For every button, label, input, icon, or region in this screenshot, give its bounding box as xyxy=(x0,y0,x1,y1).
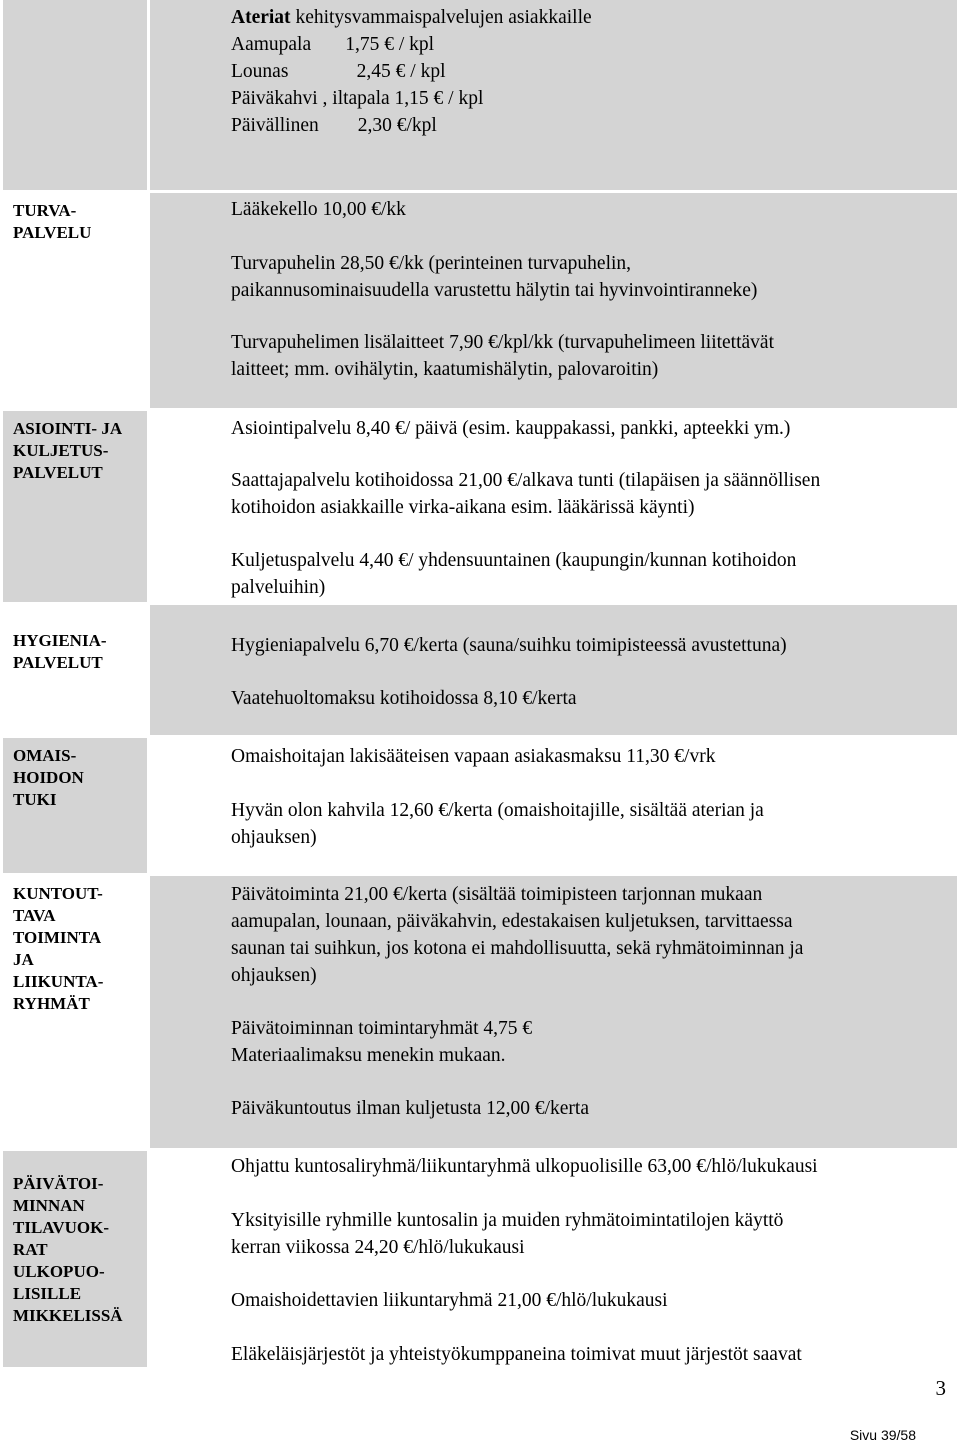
tilavuokrat-item: Eläkeläisjärjestöt ja yhteistyökumppaneina toimivat muut järjestöt saavat xyxy=(231,1344,802,1365)
hygienia-label-cell xyxy=(3,605,147,735)
kuntouttava-item: Päivätoiminnan toimintaryhmät 4,75 € Materiaalimaksu menekin mukaan. xyxy=(231,1018,533,1066)
hygienia-item: Hygieniapalvelu 6,70 €/kerta (sauna/suihku toimipisteessä avustettuna) xyxy=(231,635,787,656)
asiointi-item: Saattajapalvelu kotihoidossa 21,00 €/alkava tunti (tilapäisen ja säännöllisen kotihoidon asiakkaille virka-aikana esim. lääkärissä käynti) xyxy=(231,470,821,518)
asiointi-item: Kuljetuspalvelu 4,40 €/ yhdensuuntainen (kaupungin/kunnan kotihoidon palveluihin) xyxy=(231,550,797,598)
ateriat-title-rest: kehitysvammaispalvelujen asiakkaille xyxy=(290,7,592,28)
page-footer: Sivu 39/58 xyxy=(849,1427,916,1443)
hygienia-content-cell xyxy=(150,605,957,735)
asiointi-label: ASIOINTI- JA KULJETUS- PALVELUT xyxy=(13,419,123,482)
tilavuokrat-item: Omaishoidettavien liikuntaryhmä 21,00 €/hlö/lukukausi xyxy=(231,1290,668,1311)
kuntouttava-item: Päiväkuntoutus ilman kuljetusta 12,00 €/kerta xyxy=(231,1098,589,1119)
turvapalvelu-label: TURVA- PALVELU xyxy=(13,201,92,242)
ateriat-label-cell xyxy=(3,0,147,190)
turvapalvelu-item: Turvapuhelimen lisälaitteet 7,90 €/kpl/kk (turvapuhelimeen liitettävät laitteet; mm. ovihälytin, kaatumishälytin, palovaroitin) xyxy=(231,332,774,380)
tilavuokrat-label: PÄIVÄTOI- MINNAN TILAVUOK- RAT ULKOPUO- LISILLE MIKKELISSÄ xyxy=(13,1174,123,1325)
omaishoito-label-cell xyxy=(3,738,147,873)
turvapalvelu-label-cell xyxy=(3,193,147,408)
ateriat-line: Lounas 2,45 € / kpl xyxy=(231,61,446,82)
omaishoito-label: OMAIS- HOIDON TUKI xyxy=(13,746,84,809)
hygienia-row xyxy=(0,605,960,735)
omaishoito-item: Hyvän olon kahvila 12,60 €/kerta (omaishoitajille, sisältää aterian ja ohjauksen) xyxy=(231,800,764,848)
tilavuokrat-item: Ohjattu kuntosaliryhmä/liikuntaryhmä ulkopuolisille 63,00 €/hlö/lukukausi xyxy=(231,1156,818,1177)
hygienia-label: HYGIENIA- PALVELUT xyxy=(13,631,107,672)
hygienia-item: Vaatehuoltomaksu kotihoidossa 8,10 €/kerta xyxy=(231,688,577,709)
tilavuokrat-label-cell xyxy=(3,1151,147,1367)
ateriat-title xyxy=(231,4,592,31)
ateriat-line: Aamupala 1,75 € / kpl xyxy=(231,34,435,55)
kuntouttava-label: KUNTOUT- TAVA TOIMINTA JA LIIKUNTA- RYHMÄT xyxy=(13,884,104,1013)
kuntouttava-item: Päivätoiminta 21,00 €/kerta (sisältää toimipisteen tarjonnan mukaan aamupalan, lounaan, päiväkahvin, edestakaisen kuljetuksen, tarvittaessa saunan tai suihkun, jos kotona ei mahdollisuutta, sekä ryhmätoiminnan ja ohjauksen) xyxy=(231,884,804,986)
turvapalvelu-item: Lääkekello 10,00 €/kk xyxy=(231,199,406,220)
tilavuokrat-item: Yksityisille ryhmille kuntosalin ja muiden ryhmätoimintatilojen käyttö kerran viikossa 24,20 €/hlö/lukukausi xyxy=(231,1210,784,1258)
page-number: 3 xyxy=(935,1376,946,1400)
omaishoito-item: Omaishoitajan lakisääteisen vapaan asiakasmaksu 11,30 €/vrk xyxy=(231,746,716,767)
kuntouttava-label-cell xyxy=(3,876,147,1148)
asiointi-label-cell xyxy=(3,411,147,602)
ateriat-title-bold: Ateriat xyxy=(231,7,291,28)
asiointi-item: Asiointipalvelu 8,40 €/ päivä (esim. kauppakassi, pankki, apteekki ym.) xyxy=(231,418,791,439)
ateriat-line: Päivällinen 2,30 €/kpl xyxy=(231,115,437,136)
ateriat-line: Päiväkahvi , iltapala 1,15 € / kpl xyxy=(231,88,484,109)
turvapalvelu-item: Turvapuhelin 28,50 €/kk (perinteinen turvapuhelin, paikannusominaisuudella varustettu hälytin tai hyvinvointiranneke) xyxy=(231,253,758,301)
